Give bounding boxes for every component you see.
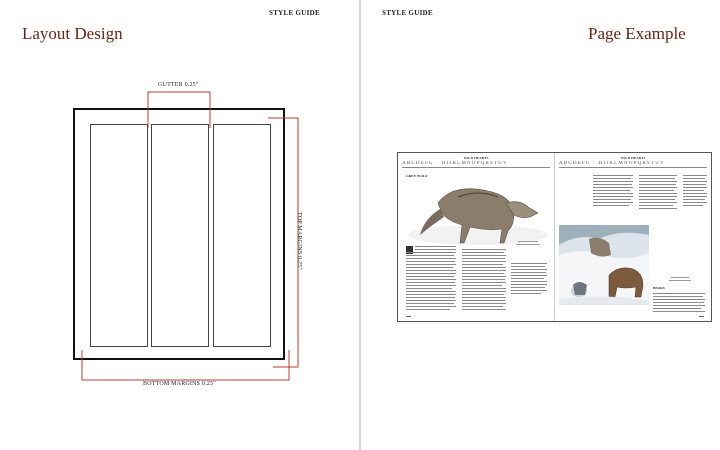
- spread-alphabet: ABCDEFG · HIJKLMNOPQRSTUV: [402, 161, 550, 168]
- spread-column-1: [406, 246, 456, 316]
- page-number: [406, 316, 411, 317]
- spread-column-2: [639, 175, 677, 215]
- spread-header: WILD HEARTS: [620, 156, 646, 160]
- spread-column-1: [593, 175, 633, 215]
- spread-alphabet: ABCDEFG · HIJKLMNOPQRSTUV: [559, 161, 707, 168]
- sample-spread: [397, 152, 712, 322]
- spread-column-3: [511, 263, 547, 313]
- page-title: Layout Design: [22, 24, 123, 43]
- left-page: [0, 0, 359, 450]
- right-page: [361, 0, 720, 450]
- spread-column-2: [462, 249, 506, 316]
- spread-subhead: GREY WOLF: [406, 174, 428, 178]
- spread-right-page: [555, 153, 711, 321]
- caption-line: [671, 277, 689, 278]
- caption-line: [669, 280, 691, 281]
- page-title: Page Example: [588, 24, 686, 43]
- spread-column-3: [683, 175, 707, 215]
- spread-left-page: [398, 153, 554, 321]
- running-head: STYLE GUIDE: [269, 9, 320, 17]
- page-number: [699, 316, 704, 317]
- running-head: STYLE GUIDE: [382, 9, 433, 17]
- caption-line: [518, 241, 538, 242]
- caption-line: [516, 244, 540, 245]
- gutter-label: GUTTER 0.25": [158, 82, 199, 88]
- bottom-margin-label: BOTTOM MARGINS 0.25": [143, 381, 216, 387]
- spread-subhead: BEARS: [653, 286, 665, 290]
- spread-header: WILD HEARTS: [463, 156, 489, 160]
- bear-painting: [559, 225, 649, 305]
- side-margin-label: TOP MARGINS 0.25": [296, 211, 303, 271]
- spread-column-4: [653, 293, 705, 315]
